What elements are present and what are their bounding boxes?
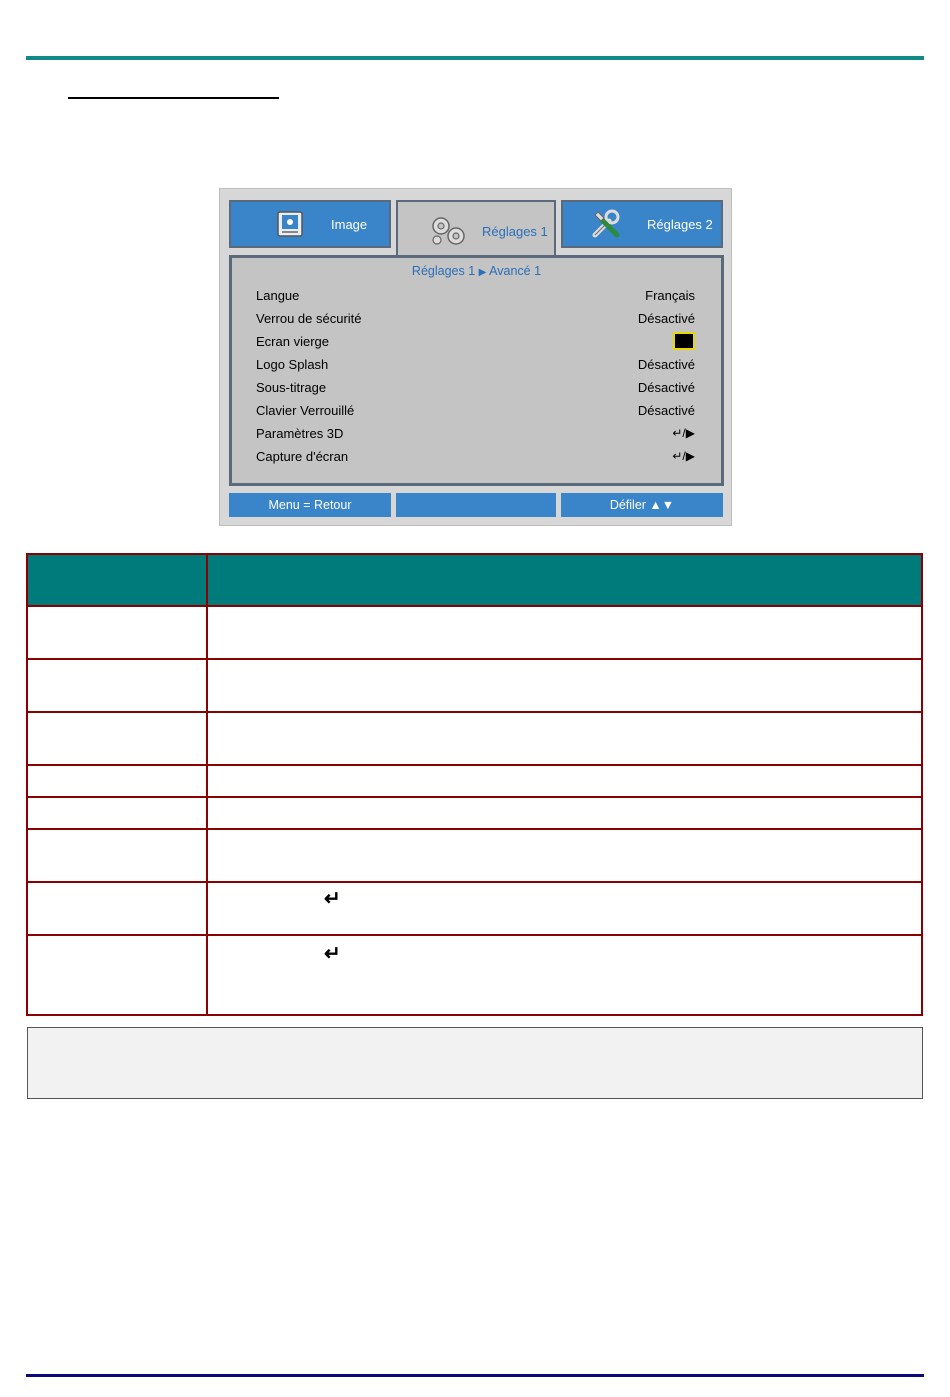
- table-row-divider: [28, 658, 921, 660]
- section-heading-underline: [68, 97, 279, 99]
- row-value: Désactivé: [637, 379, 695, 395]
- note-box: [27, 1027, 923, 1099]
- breadcrumb: [232, 264, 721, 278]
- breadcrumb-sub: Avancé 1: [489, 264, 542, 278]
- settings-description-table: [26, 553, 923, 1016]
- tab-reglages-1[interactable]: [396, 200, 556, 260]
- osd-panel: [229, 255, 724, 486]
- menu-row-logo-splash[interactable]: [256, 353, 695, 375]
- row-label: Sous-titrage: [256, 379, 327, 395]
- footer-menu-return: Menu = Retour: [229, 493, 391, 517]
- tab-image-label: Image: [331, 216, 368, 232]
- table-row-divider: [28, 764, 921, 766]
- gears-icon: [428, 214, 468, 248]
- tab-reglages-2-label: Réglages 2: [647, 216, 713, 232]
- row-label: Capture d'écran: [256, 448, 349, 464]
- row-value: Désactivé: [637, 402, 695, 418]
- tab-reglages-1-label: Réglages 1: [482, 223, 548, 239]
- table-row-divider: [28, 881, 921, 883]
- enter-submenu-icon: ↵/▶: [672, 426, 695, 440]
- footer-scroll: Défiler ▲▼: [561, 493, 723, 517]
- tools-icon: [589, 207, 623, 241]
- osd-menu: [219, 188, 732, 526]
- row-value: Français: [645, 287, 695, 303]
- breadcrumb-section: Réglages 1: [411, 264, 476, 278]
- table-row-divider: [28, 796, 921, 798]
- table-row-divider: [28, 934, 921, 936]
- menu-row-capture-ecran[interactable]: [256, 445, 695, 467]
- row-label: Clavier Verrouillé: [256, 402, 355, 418]
- footer-middle: [396, 493, 556, 517]
- breadcrumb-separator-icon: ▶: [478, 267, 487, 278]
- table-row-divider: [28, 711, 921, 713]
- menu-row-parametres-3d[interactable]: [256, 422, 695, 444]
- menu-row-ecran-vierge[interactable]: [256, 330, 695, 352]
- row-value: Désactivé: [637, 356, 695, 372]
- row-value: Désactivé: [637, 310, 695, 326]
- tab-reglages-2[interactable]: [561, 200, 723, 248]
- row-label: Langue: [256, 287, 300, 303]
- table-column-divider: [206, 555, 208, 1014]
- row-label: Verrou de sécurité: [256, 310, 362, 326]
- tab-image[interactable]: [229, 200, 391, 248]
- enter-submenu-icon: ↵/▶: [672, 449, 695, 463]
- menu-row-sous-titrage[interactable]: [256, 376, 695, 398]
- menu-row-langue[interactable]: [256, 284, 695, 306]
- blank-screen-swatch: [673, 332, 695, 350]
- row-label: Ecran vierge: [256, 333, 329, 349]
- menu-row-verrou-securite[interactable]: [256, 307, 695, 329]
- table-header-row: [28, 555, 921, 605]
- row-label: Logo Splash: [256, 356, 329, 372]
- footer-rule: [26, 1374, 924, 1377]
- menu-row-clavier-verrouille[interactable]: [256, 399, 695, 421]
- image-icon: [273, 207, 307, 241]
- enter-key-icon: ↵: [324, 943, 341, 965]
- table-row-divider: [28, 605, 921, 607]
- enter-key-icon: ↵: [324, 888, 341, 910]
- header-rule: [26, 56, 924, 60]
- table-row-divider: [28, 828, 921, 830]
- row-label: Paramètres 3D: [256, 425, 344, 441]
